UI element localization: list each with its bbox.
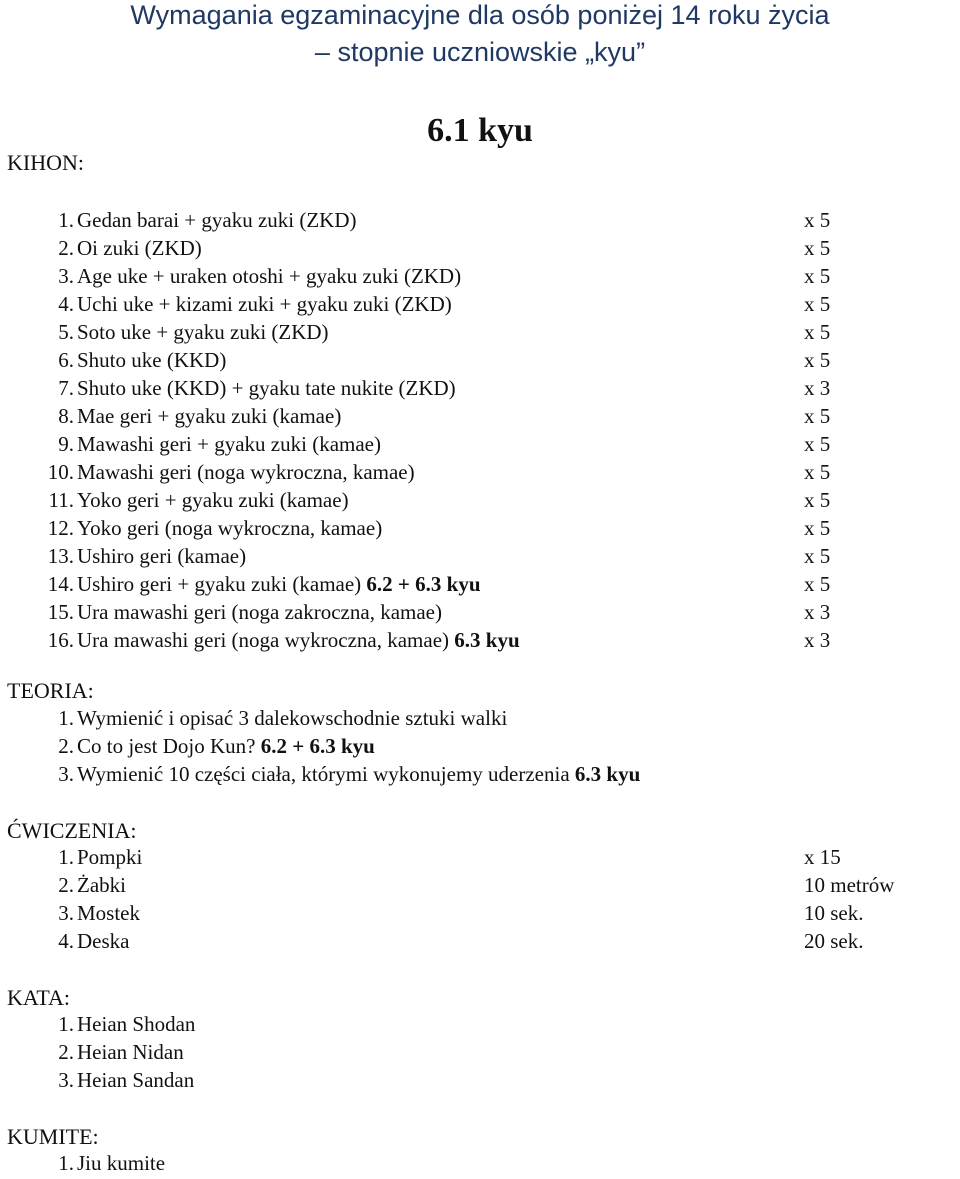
item-text xyxy=(77,432,381,457)
item-label: Yoko geri (noga wykroczna, kamae) xyxy=(77,516,383,540)
item-text xyxy=(77,1040,184,1065)
item-repetitions: x 5 xyxy=(804,460,831,484)
item-label: Co to jest Dojo Kun? xyxy=(77,734,256,758)
kihon-list-item xyxy=(0,264,960,292)
item-text xyxy=(77,488,349,513)
item-text xyxy=(77,762,640,787)
item-number: 5. xyxy=(58,320,74,344)
item-number: 7. xyxy=(58,376,74,400)
item-repetitions: 10 sek. xyxy=(804,901,864,925)
item-label: Deska xyxy=(77,929,130,953)
item-repetitions: x 3 xyxy=(804,600,831,624)
item-text xyxy=(77,901,140,926)
item-text xyxy=(77,572,481,597)
item-label: Uchi uke + kizami zuki + gyaku zuki (ZKD) xyxy=(77,292,452,316)
kata-section-title: KATA: xyxy=(7,985,71,1010)
item-label: Heian Nidan xyxy=(77,1040,184,1064)
item-label: Gedan barai + gyaku zuki (ZKD) xyxy=(77,208,357,232)
item-number: 12. xyxy=(47,516,74,540)
item-number: 3. xyxy=(58,901,74,925)
item-number: 13. xyxy=(47,544,74,568)
item-text xyxy=(77,348,226,373)
kihon-list-item xyxy=(0,432,960,460)
item-label: Ura mawashi geri (noga zakroczna, kamae) xyxy=(77,600,442,624)
item-text xyxy=(77,460,415,485)
item-label: Mostek xyxy=(77,901,140,925)
item-repetitions: x 5 xyxy=(804,348,831,372)
kihon-list-item xyxy=(0,348,960,376)
item-text xyxy=(77,600,442,625)
item-number: 2. xyxy=(58,734,74,758)
item-label: Jiu kumite xyxy=(77,1151,166,1175)
item-label: Yoko geri + gyaku zuki (kamae) xyxy=(77,488,349,512)
item-number: 1. xyxy=(58,845,74,869)
item-label: Wymienić 10 części ciała, którymi wykonujemy uderzenia xyxy=(77,762,570,786)
item-label: Mae geri + gyaku zuki (kamae) xyxy=(77,404,342,428)
item-number: 3. xyxy=(58,762,74,786)
item-text xyxy=(77,706,507,731)
item-text xyxy=(77,873,126,898)
item-number: 16. xyxy=(47,628,74,652)
kata-list-item xyxy=(0,1040,960,1068)
item-repetitions: x 15 xyxy=(804,845,841,869)
kata-list-item xyxy=(0,1068,960,1096)
kihon-list-item xyxy=(0,208,960,236)
kihon-list-item xyxy=(0,320,960,348)
item-number: 10. xyxy=(47,460,74,484)
item-text xyxy=(77,845,142,870)
cwiczenia-list-item xyxy=(0,873,960,901)
item-number: 3. xyxy=(58,264,74,288)
item-text xyxy=(77,292,452,317)
item-text xyxy=(77,544,246,569)
item-repetitions: 20 sek. xyxy=(804,929,864,953)
grade-tag: 6.2 + 6.3 kyu xyxy=(260,734,375,758)
item-number: 2. xyxy=(58,236,74,260)
item-number: 2. xyxy=(58,1040,74,1064)
teoria-list-item xyxy=(0,762,960,790)
kihon-list-item xyxy=(0,628,960,656)
item-number: 1. xyxy=(58,1151,74,1175)
item-repetitions: x 5 xyxy=(804,236,831,260)
item-text xyxy=(77,404,341,429)
item-repetitions: x 5 xyxy=(804,320,831,344)
grade-tag: 6.2 + 6.3 kyu xyxy=(366,572,481,596)
kihon-list-item xyxy=(0,544,960,572)
item-repetitions: x 5 xyxy=(804,572,831,596)
item-number: 1. xyxy=(58,706,74,730)
item-label: Heian Sandan xyxy=(77,1068,195,1092)
item-number: 1. xyxy=(58,1012,74,1036)
cwiczenia-list-item xyxy=(0,901,960,929)
item-repetitions: x 5 xyxy=(804,404,831,428)
item-repetitions: x 5 xyxy=(804,432,831,456)
item-number: 11. xyxy=(48,488,74,512)
item-repetitions: x 5 xyxy=(804,544,831,568)
item-label: Wymienić i opisać 3 dalekowschodnie sztuki walki xyxy=(77,706,508,730)
item-label: Oi zuki (ZKD) xyxy=(77,236,202,260)
kihon-list-item xyxy=(0,292,960,320)
item-number: 4. xyxy=(58,292,74,316)
item-label: Żabki xyxy=(77,873,126,897)
item-text xyxy=(77,929,129,954)
item-text xyxy=(77,376,456,401)
item-label: Ushiro geri (kamae) xyxy=(77,544,247,568)
item-label: Mawashi geri (noga wykroczna, kamae) xyxy=(77,460,415,484)
cwiczenia-list-item xyxy=(0,845,960,873)
item-text xyxy=(77,628,520,653)
item-text xyxy=(77,1012,195,1037)
item-repetitions: x 5 xyxy=(804,516,831,540)
kihon-section-title: KIHON: xyxy=(7,150,84,175)
item-text xyxy=(77,236,202,261)
kihon-list-item xyxy=(0,488,960,516)
grade-level-heading: 6.1 kyu xyxy=(427,112,533,149)
cwiczenia-section-title: ĆWICZENIA: xyxy=(7,818,137,843)
item-text xyxy=(77,1151,165,1176)
kihon-list-item xyxy=(0,376,960,404)
item-repetitions: x 3 xyxy=(804,376,831,400)
item-label: Mawashi geri + gyaku zuki (kamae) xyxy=(77,432,381,456)
document-title-line-2: – stopnie uczniowskie „kyu” xyxy=(314,37,646,67)
item-text xyxy=(77,320,329,345)
item-number: 6. xyxy=(58,348,74,372)
item-repetitions: 10 metrów xyxy=(804,873,895,897)
item-label: Heian Shodan xyxy=(77,1012,196,1036)
kihon-list-item xyxy=(0,460,960,488)
item-number: 15. xyxy=(47,600,74,624)
kihon-list-item xyxy=(0,572,960,600)
teoria-list-item xyxy=(0,734,960,762)
item-text xyxy=(77,734,375,759)
kata-list-item xyxy=(0,1012,960,1040)
item-repetitions: x 5 xyxy=(804,292,831,316)
item-label: Ushiro geri + gyaku zuki (kamae) xyxy=(77,572,362,596)
item-repetitions: x 5 xyxy=(804,208,831,232)
item-repetitions: x 3 xyxy=(804,628,831,652)
item-label: Ura mawashi geri (noga wykroczna, kamae) xyxy=(77,628,450,652)
item-text xyxy=(77,264,461,289)
item-number: 1. xyxy=(58,208,74,232)
kihon-list-item xyxy=(0,236,960,264)
item-text xyxy=(77,1068,194,1093)
item-text xyxy=(77,208,357,233)
item-label: Soto uke + gyaku zuki (ZKD) xyxy=(77,320,329,344)
kihon-list-item xyxy=(0,600,960,628)
item-label: Age uke + uraken otoshi + gyaku zuki (ZKD) xyxy=(77,264,462,288)
item-number: 4. xyxy=(58,929,74,953)
cwiczenia-list-item xyxy=(0,929,960,957)
item-number: 9. xyxy=(58,432,74,456)
item-repetitions: x 5 xyxy=(804,264,831,288)
item-label: Shuto uke (KKD) + gyaku tate nukite (ZKD) xyxy=(77,376,456,400)
item-label: Shuto uke (KKD) xyxy=(77,348,227,372)
item-repetitions: x 5 xyxy=(804,488,831,512)
kihon-list-item xyxy=(0,516,960,544)
item-number: 2. xyxy=(58,873,74,897)
kumite-section-title: KUMITE: xyxy=(7,1124,99,1149)
item-text xyxy=(77,516,382,541)
item-number: 8. xyxy=(58,404,74,428)
teoria-list-item xyxy=(0,706,960,734)
item-label: Pompki xyxy=(77,845,143,869)
item-number: 3. xyxy=(58,1068,74,1092)
kihon-list-item xyxy=(0,404,960,432)
item-number: 14. xyxy=(47,572,74,596)
kumite-list-item xyxy=(0,1151,960,1179)
document-title-line-1: Wymagania egzaminacyjne dla osób poniżej 14 roku życia xyxy=(130,0,830,30)
grade-tag: 6.3 kyu xyxy=(574,762,641,786)
teoria-section-title: TEORIA: xyxy=(7,678,94,703)
grade-tag: 6.3 kyu xyxy=(454,628,520,652)
